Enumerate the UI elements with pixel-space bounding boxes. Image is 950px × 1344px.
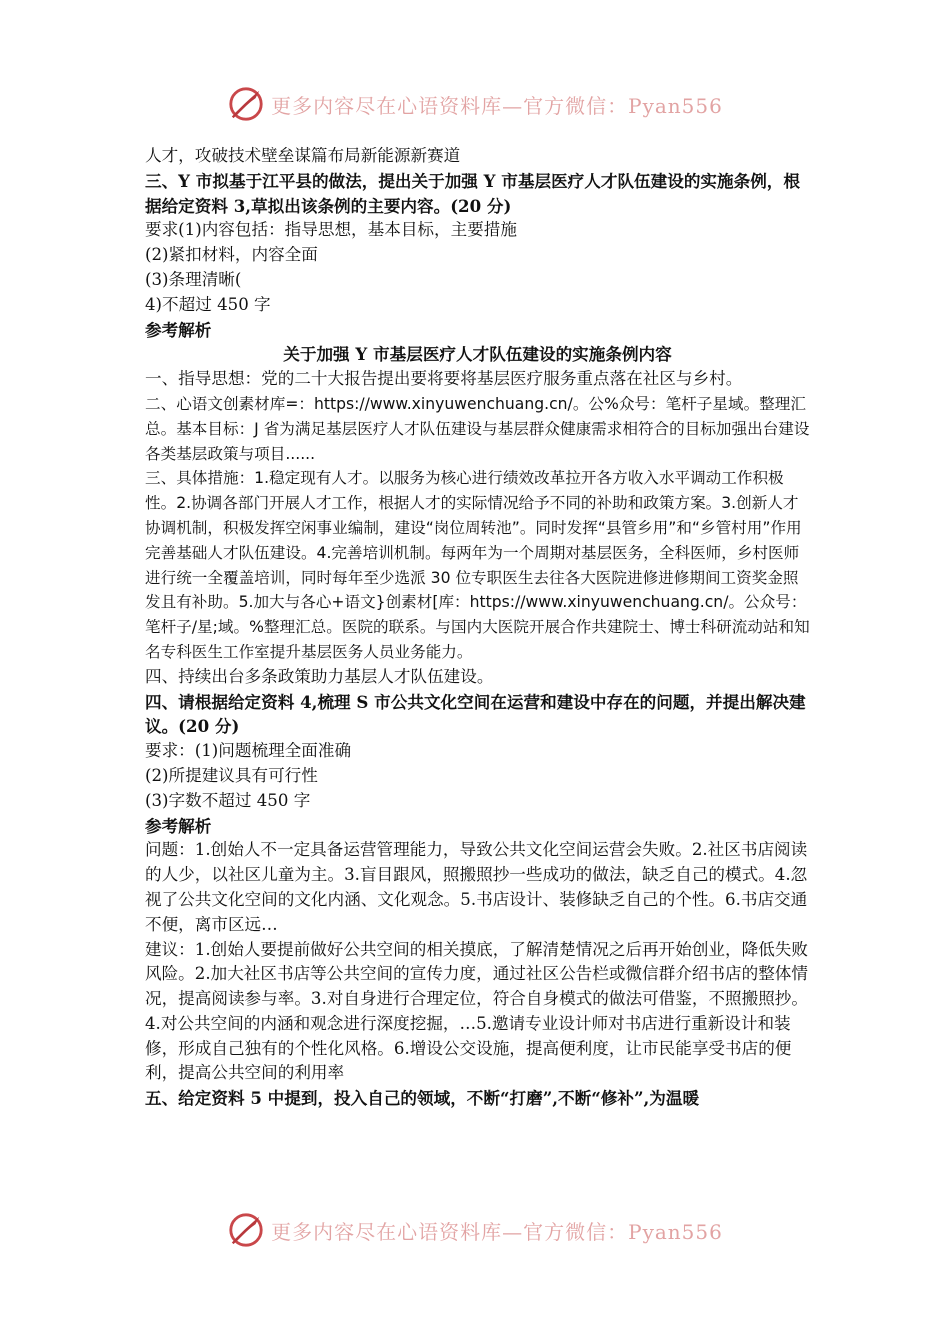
section-title: 关于加强 Y 市基层医疗人才队伍建设的实施条例内容 — [283, 344, 672, 365]
document-body — [145, 144, 810, 1111]
question-four-heading: 四、请根据给定资料 4,梳理 S 市公共文化空间在运营和建设中存在的问题，并提出解决建议。(20 分) — [145, 691, 806, 737]
paragraph: 一、指导思想：党的二十大报告提出要将要将基层医疗服务重点落在社区与乡村。 — [145, 369, 743, 389]
paragraph: (2)所提建议具有可行性 — [145, 765, 318, 785]
footer-banner — [0, 1208, 950, 1252]
reference-analysis-heading: 参考解析 — [145, 815, 212, 836]
paragraph: (3)字数不超过 450 字 — [145, 790, 311, 810]
header-banner-text: 更多内容尽在心语资料库—官方微信：Pyan556 — [271, 93, 723, 118]
paragraph: 三、具体措施：1.稳定现有人才。以服务为核心进行绩效改革拉开各方收入水平调动工作积极性。2.协调各部门开展人才工作，根据人才的实际情况给予不同的补助和政策方案。3.创新人才协调机制，积极发挥空闲事业编制，建设“岗位周转池”。同时发挥“县管乡用”和“乡管村用”作用完善基础人才队伍建设。4.完善培训机制。每两年为一个周期对基层医务，全科医师，乡村医师进行统一全覆盖培训，同时每年至少选派 30 位专职医生去往各大医院进修进修期间工资奖金照发且有补助。5.加大与各心+语文}创素材[库：https://www.xinyuwenchuang.cn/。公众号：笔杆子/星;域。%整理汇总。医院的联系。与国内大医院开展合作共建院士、博士科研流动站和知名专科医生工作室提升基层医务人员业务能力。 — [145, 469, 810, 661]
question-five-heading: 五、给定资料 5 中提到，投入自己的领域，不断“打磨”,不断“修补”,为温暖 — [145, 1088, 700, 1109]
paragraph: 建议：1.创始人要提前做好公共空间的相关摸底，了解清楚情况之后再开始创业，降低失败风险。2.加大社区书店等公共空间的宣传力度，通过社区公告栏或微信群介绍书店的整体情况，提高阅读参与率。3.对自身进行合理定位，符合自身模式的做法可借鉴，不照搬照抄。4.对公共空间的内涵和观念进行深度挖掘，…5.邀请专业设计师对书店进行重新设计和装修，形成自己独有的个性化风格。6.增设公交设施，提高便利度，让市民能享受书店的便利，提高公共空间的利用率 — [145, 939, 808, 1083]
footer-banner-text: 更多内容尽在心语资料库—官方微信：Pyan556 — [271, 1219, 723, 1244]
header-banner — [0, 82, 950, 126]
paragraph: (3)条理清晰( — [145, 269, 242, 289]
paragraph: 二、心语文创素材库=：https://www.xinyuwenchuang.cn/。公%众号：笔杆子星域。整理汇总。基本目标：J 省为满足基层医疗人才队伍建设与基层群众健康需求相符合的目标加强出台建设各类基层政策与项目...... — [145, 394, 810, 463]
paragraph: 四、持续出台多条政策助力基层人才队伍建设。 — [145, 666, 494, 686]
question-three-heading: 三、Y 市拟基于江平县的做法，提出关于加强 Y 市基层医疗人才队伍建设的实施条例，根据给定资料 3,草拟出该条例的主要内容。(20 分) — [145, 170, 800, 216]
paragraph: 要求：(1)问题梳理全面准确 — [145, 741, 352, 761]
reference-analysis-heading: 参考解析 — [145, 319, 212, 340]
paragraph: 问题：1.创始人不一定具备运营管理能力，导致公共文化空间运营会失败。2.社区书店阅读的人少，以社区儿童为主。3.盲目跟风，照搬照抄一些成功的做法，缺乏自己的模式。4.忽视了公共文化空间的文化内涵、文化观念。5.书店设计、装修缺乏自己的个性。6.书店交通不便，离市区远… — [145, 840, 808, 934]
paragraph: 人才，攻破技术壁垒谋篇布局新能源新赛道 — [145, 146, 461, 165]
quill-logo-icon — [227, 1211, 265, 1249]
quill-logo-icon — [227, 85, 265, 123]
paragraph: (2)紧扣材料，内容全面 — [145, 245, 318, 265]
paragraph: 4)不超过 450 字 — [145, 294, 271, 314]
paragraph: 要求(1)内容包括：指导思想，基本目标，主要措施 — [145, 220, 517, 240]
